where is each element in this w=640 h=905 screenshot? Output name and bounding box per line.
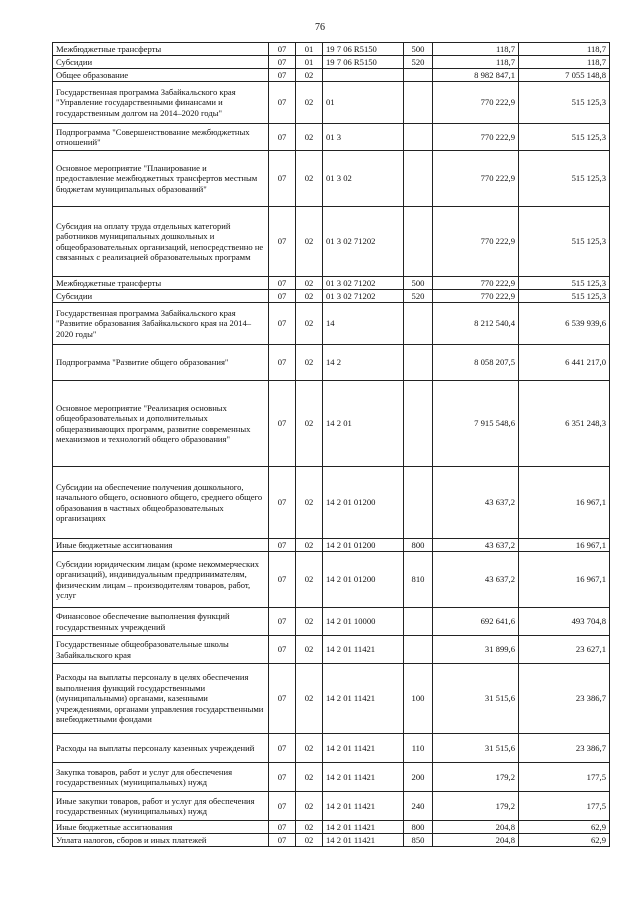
cell-sum-2020: 515 125,3 <box>519 82 610 124</box>
table-row <box>53 552 610 608</box>
cell-vr: 240 <box>404 792 433 821</box>
table-row <box>53 821 610 834</box>
cell-name: Субсидии юридическим лицам (кроме некоммерческих организаций), индивидуальным предпринимателям, физическим лицам – производителям товаров, работ, услуг <box>53 552 269 608</box>
cell-rz: 07 <box>269 43 296 56</box>
cell-rz: 07 <box>269 151 296 207</box>
cell-rz: 07 <box>269 539 296 552</box>
cell-pr: 02 <box>296 82 323 124</box>
cell-csr <box>323 69 404 82</box>
table-row <box>53 303 610 345</box>
table-row <box>53 834 610 847</box>
cell-sum-2020: 16 967,1 <box>519 467 610 539</box>
table-row <box>53 381 610 467</box>
cell-rz: 07 <box>269 124 296 151</box>
cell-sum-2019: 43 637,2 <box>433 467 519 539</box>
cell-pr: 02 <box>296 277 323 290</box>
cell-name: Иные закупки товаров, работ и услуг для обеспечения государственных (муниципальных) нужд <box>53 792 269 821</box>
cell-pr: 02 <box>296 792 323 821</box>
cell-csr: 14 2 <box>323 345 404 381</box>
cell-csr: 14 2 01 01200 <box>323 552 404 608</box>
cell-sum-2020: 6 441 217,0 <box>519 345 610 381</box>
cell-vr <box>404 467 433 539</box>
cell-csr: 14 <box>323 303 404 345</box>
cell-sum-2019: 770 222,9 <box>433 277 519 290</box>
cell-sum-2020: 515 125,3 <box>519 207 610 277</box>
cell-sum-2019: 118,7 <box>433 56 519 69</box>
cell-rz: 07 <box>269 763 296 792</box>
cell-rz: 07 <box>269 207 296 277</box>
cell-rz: 07 <box>269 381 296 467</box>
cell-sum-2019: 118,7 <box>433 43 519 56</box>
cell-csr: 01 3 02 71202 <box>323 290 404 303</box>
cell-sum-2019: 43 637,2 <box>433 552 519 608</box>
cell-vr <box>404 124 433 151</box>
cell-csr: 14 2 01 11421 <box>323 834 404 847</box>
cell-sum-2019: 179,2 <box>433 792 519 821</box>
cell-csr: 14 2 01 11421 <box>323 734 404 763</box>
cell-rz: 07 <box>269 69 296 82</box>
table-row <box>53 151 610 207</box>
cell-csr: 14 2 01 <box>323 381 404 467</box>
cell-sum-2019: 770 222,9 <box>433 151 519 207</box>
cell-pr: 02 <box>296 539 323 552</box>
cell-name: Закупка товаров, работ и услуг для обеспечения государственных (муниципальных) нужд <box>53 763 269 792</box>
cell-sum-2019: 692 641,6 <box>433 608 519 636</box>
table-row <box>53 345 610 381</box>
cell-rz: 07 <box>269 290 296 303</box>
cell-name: Субсидии на обеспечение получения дошкольного, начального общего, основного общего, среднего общего образования в частных общеобразовательных организациях <box>53 467 269 539</box>
cell-rz: 07 <box>269 552 296 608</box>
cell-sum-2020: 16 967,1 <box>519 552 610 608</box>
cell-rz: 07 <box>269 608 296 636</box>
cell-sum-2019: 770 222,9 <box>433 290 519 303</box>
table-row <box>53 763 610 792</box>
table-row <box>53 664 610 734</box>
cell-csr: 01 <box>323 82 404 124</box>
cell-sum-2020: 23 386,7 <box>519 734 610 763</box>
cell-sum-2019: 31 899,6 <box>433 636 519 664</box>
cell-rz: 07 <box>269 467 296 539</box>
cell-sum-2019: 770 222,9 <box>433 124 519 151</box>
cell-name: Государственная программа Забайкальского края "Управление государственными финансами и государственным долгом на 2014–2020 годы" <box>53 82 269 124</box>
cell-pr: 02 <box>296 207 323 277</box>
cell-vr <box>404 207 433 277</box>
cell-vr <box>404 303 433 345</box>
cell-csr: 14 2 01 11421 <box>323 636 404 664</box>
page-number: 76 <box>315 22 325 33</box>
table-row <box>53 43 610 56</box>
cell-rz: 07 <box>269 834 296 847</box>
cell-sum-2020: 23 627,1 <box>519 636 610 664</box>
table-row <box>53 56 610 69</box>
cell-rz: 07 <box>269 345 296 381</box>
cell-pr: 02 <box>296 290 323 303</box>
table-row <box>53 608 610 636</box>
cell-vr: 520 <box>404 56 433 69</box>
cell-vr: 810 <box>404 552 433 608</box>
cell-rz: 07 <box>269 792 296 821</box>
cell-vr: 500 <box>404 43 433 56</box>
cell-csr: 01 3 02 <box>323 151 404 207</box>
cell-csr: 01 3 02 71202 <box>323 277 404 290</box>
cell-name: Субсидии <box>53 56 269 69</box>
cell-name: Подпрограмма "Развитие общего образования" <box>53 345 269 381</box>
cell-sum-2019: 8 058 207,5 <box>433 345 519 381</box>
cell-name: Субсидия на оплату труда отдельных категорий работников муниципальных дошкольных и общеобразовательных организаций, непосредственно не связанных с реализацией образовательных программ <box>53 207 269 277</box>
cell-sum-2019: 204,8 <box>433 821 519 834</box>
cell-vr: 800 <box>404 821 433 834</box>
cell-sum-2019: 770 222,9 <box>433 82 519 124</box>
table-row <box>53 290 610 303</box>
cell-sum-2020: 515 125,3 <box>519 277 610 290</box>
cell-csr: 14 2 01 11421 <box>323 664 404 734</box>
cell-rz: 07 <box>269 303 296 345</box>
cell-sum-2020: 6 351 248,3 <box>519 381 610 467</box>
cell-sum-2019: 204,8 <box>433 834 519 847</box>
cell-pr: 02 <box>296 734 323 763</box>
cell-vr: 110 <box>404 734 433 763</box>
cell-sum-2020: 118,7 <box>519 56 610 69</box>
cell-name: Основное мероприятие "Реализация основных общеобразовательных и дополнительных общеразвивающих программ, развитие современных механизмов и технологий общего образования" <box>53 381 269 467</box>
cell-sum-2019: 770 222,9 <box>433 207 519 277</box>
cell-sum-2019: 43 637,2 <box>433 539 519 552</box>
cell-pr: 02 <box>296 69 323 82</box>
cell-sum-2019: 31 515,6 <box>433 734 519 763</box>
cell-vr: 800 <box>404 539 433 552</box>
cell-vr <box>404 69 433 82</box>
cell-vr <box>404 345 433 381</box>
cell-pr: 02 <box>296 608 323 636</box>
table-row <box>53 207 610 277</box>
cell-vr <box>404 636 433 664</box>
cell-sum-2019: 179,2 <box>433 763 519 792</box>
cell-sum-2020: 515 125,3 <box>519 290 610 303</box>
cell-sum-2020: 23 386,7 <box>519 664 610 734</box>
cell-sum-2020: 177,5 <box>519 763 610 792</box>
table-row <box>53 734 610 763</box>
cell-name: Подпрограмма "Совершенствование межбюджетных отношений" <box>53 124 269 151</box>
cell-sum-2020: 62,9 <box>519 821 610 834</box>
cell-csr: 01 3 <box>323 124 404 151</box>
cell-vr: 100 <box>404 664 433 734</box>
cell-name: Межбюджетные трансферты <box>53 277 269 290</box>
cell-pr: 01 <box>296 56 323 69</box>
cell-name: Финансовое обеспечение выполнения функций государственных учреждений <box>53 608 269 636</box>
cell-pr: 02 <box>296 552 323 608</box>
cell-rz: 07 <box>269 734 296 763</box>
cell-name: Межбюджетные трансферты <box>53 43 269 56</box>
cell-sum-2020: 6 539 939,6 <box>519 303 610 345</box>
cell-pr: 02 <box>296 821 323 834</box>
cell-sum-2019: 8 982 847,1 <box>433 69 519 82</box>
cell-rz: 07 <box>269 56 296 69</box>
cell-vr <box>404 608 433 636</box>
cell-name: Расходы на выплаты персоналу в целях обеспечения выполнения функций государственными (муниципальными) органами, казенными учреждениями, органами управления государственными внебюджетными фондами <box>53 664 269 734</box>
cell-vr: 200 <box>404 763 433 792</box>
cell-csr: 14 2 01 11421 <box>323 763 404 792</box>
cell-sum-2020: 62,9 <box>519 834 610 847</box>
cell-pr: 01 <box>296 43 323 56</box>
cell-pr: 02 <box>296 467 323 539</box>
table-row <box>53 69 610 82</box>
cell-csr: 14 2 01 01200 <box>323 467 404 539</box>
cell-vr: 520 <box>404 290 433 303</box>
cell-sum-2019: 8 212 540,4 <box>433 303 519 345</box>
table-row <box>53 124 610 151</box>
cell-csr: 14 2 01 11421 <box>323 792 404 821</box>
table-row <box>53 792 610 821</box>
cell-name: Субсидии <box>53 290 269 303</box>
cell-sum-2019: 31 515,6 <box>433 664 519 734</box>
cell-rz: 07 <box>269 277 296 290</box>
cell-pr: 02 <box>296 834 323 847</box>
cell-rz: 07 <box>269 82 296 124</box>
cell-sum-2020: 515 125,3 <box>519 151 610 207</box>
cell-vr: 850 <box>404 834 433 847</box>
cell-vr <box>404 82 433 124</box>
table-row <box>53 277 610 290</box>
budget-table-body <box>53 43 610 847</box>
cell-name: Иные бюджетные ассигнования <box>53 539 269 552</box>
cell-sum-2020: 7 055 148,8 <box>519 69 610 82</box>
cell-pr: 02 <box>296 763 323 792</box>
table-row <box>53 636 610 664</box>
cell-sum-2020: 118,7 <box>519 43 610 56</box>
cell-csr: 14 2 01 10000 <box>323 608 404 636</box>
cell-name: Государственная программа Забайкальского края "Развитие образования Забайкальского края на 2014–2020 годы" <box>53 303 269 345</box>
cell-pr: 02 <box>296 381 323 467</box>
cell-sum-2020: 177,5 <box>519 792 610 821</box>
cell-rz: 07 <box>269 636 296 664</box>
cell-sum-2019: 7 915 548,6 <box>433 381 519 467</box>
table-row <box>53 467 610 539</box>
cell-pr: 02 <box>296 664 323 734</box>
cell-name: Государственные общеобразовательные школы Забайкальского края <box>53 636 269 664</box>
cell-rz: 07 <box>269 821 296 834</box>
cell-name: Уплата налогов, сборов и иных платежей <box>53 834 269 847</box>
cell-csr: 19 7 06 R5150 <box>323 43 404 56</box>
cell-csr: 19 7 06 R5150 <box>323 56 404 69</box>
cell-csr: 01 3 02 71202 <box>323 207 404 277</box>
cell-vr <box>404 381 433 467</box>
cell-vr: 500 <box>404 277 433 290</box>
cell-name: Основное мероприятие "Планирование и предоставление межбюджетных трансфертов местным бюджетам муниципальных образований" <box>53 151 269 207</box>
cell-rz: 07 <box>269 664 296 734</box>
cell-pr: 02 <box>296 124 323 151</box>
cell-pr: 02 <box>296 303 323 345</box>
table-row <box>53 82 610 124</box>
cell-sum-2020: 493 704,8 <box>519 608 610 636</box>
cell-csr: 14 2 01 11421 <box>323 821 404 834</box>
table-row <box>53 539 610 552</box>
cell-sum-2020: 515 125,3 <box>519 124 610 151</box>
cell-pr: 02 <box>296 636 323 664</box>
cell-name: Общее образование <box>53 69 269 82</box>
cell-vr <box>404 151 433 207</box>
cell-name: Расходы на выплаты персоналу казенных учреждений <box>53 734 269 763</box>
cell-name: Иные бюджетные ассигнования <box>53 821 269 834</box>
cell-csr: 14 2 01 01200 <box>323 539 404 552</box>
budget-table <box>52 42 610 847</box>
cell-pr: 02 <box>296 345 323 381</box>
cell-pr: 02 <box>296 151 323 207</box>
cell-sum-2020: 16 967,1 <box>519 539 610 552</box>
